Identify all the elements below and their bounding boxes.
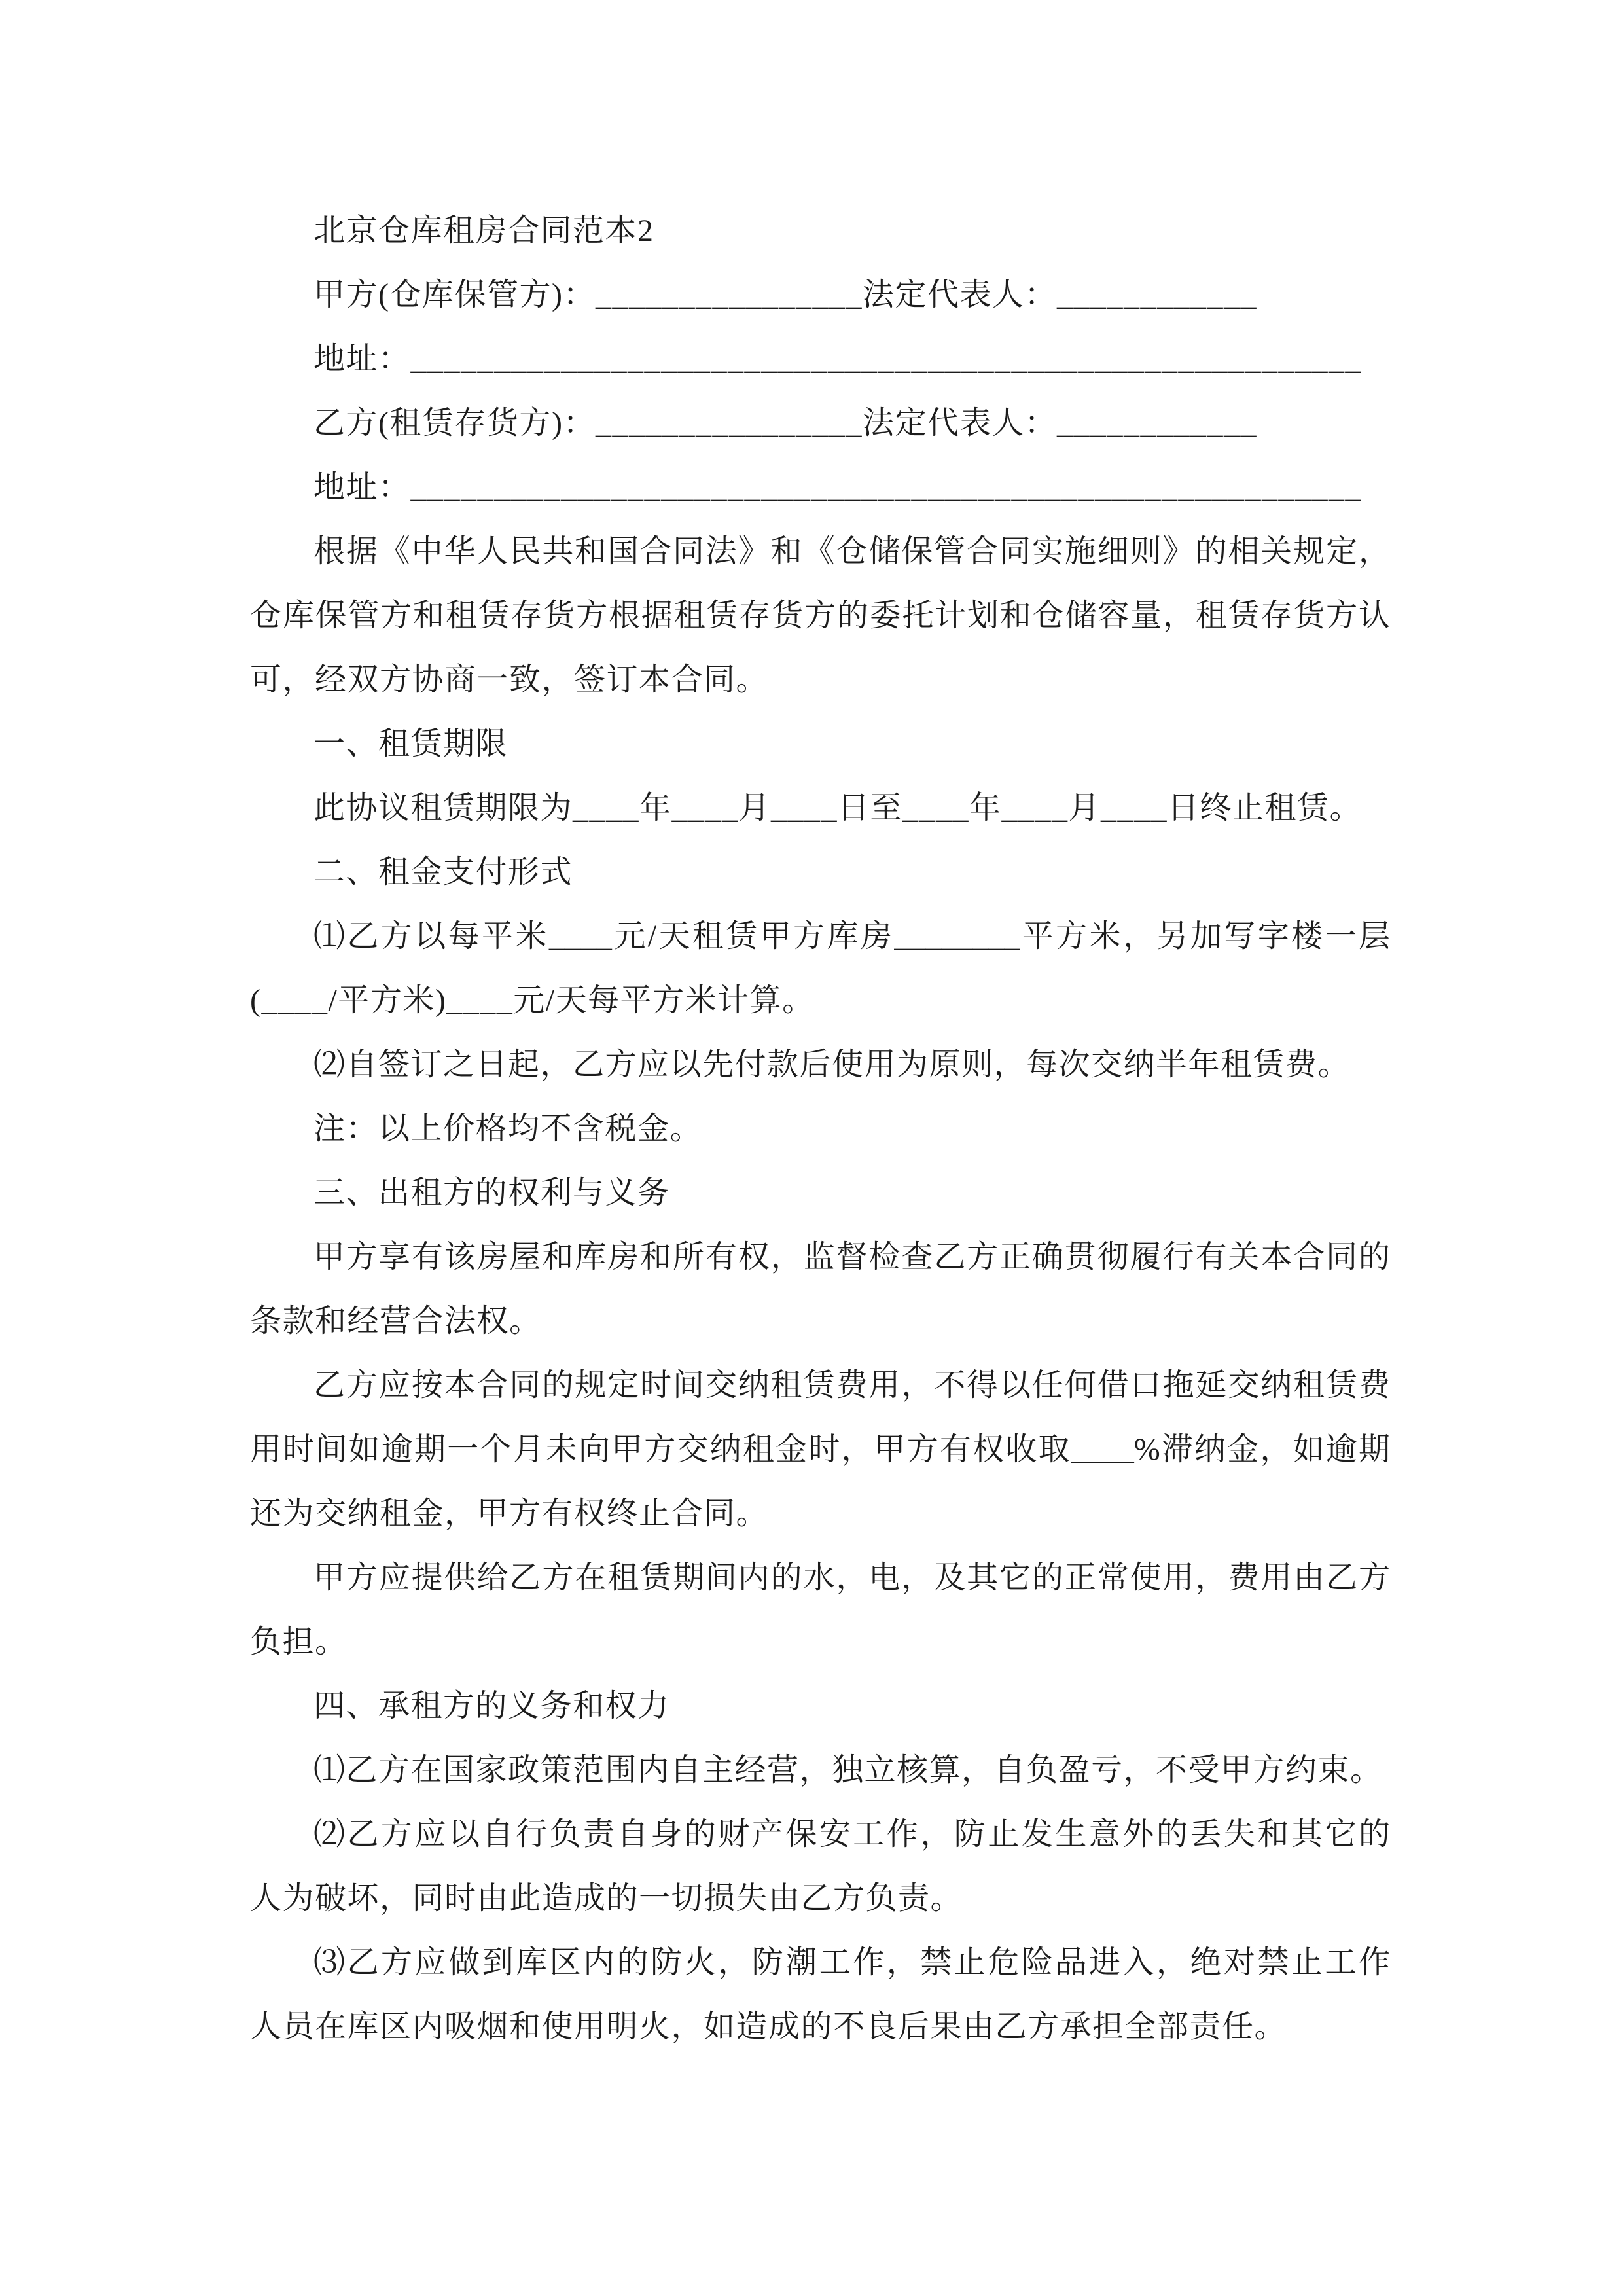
paragraph-line: 甲方享有该房屋和库房和所有权，监督检查乙方正确贯彻履行有关本合同的: [313, 1240, 1390, 1274]
paragraph-line: ⑵乙方应以自行负责自身的财产保安工作，防止发生意外的丢失和其它的: [313, 1817, 1390, 1852]
paragraph-line: 人员在库区内吸烟和使用明火，如造成的不良后果由乙方承担全部责任。: [250, 2009, 1287, 2044]
section-heading: 一、租赁期限: [313, 726, 508, 761]
section-lessee-duties: [250, 1674, 1390, 2059]
party-b-line: 乙方(租赁存货方)：________________法定代表人：____________: [313, 406, 1257, 440]
party-a-line: 甲方(仓库保管方)：________________法定代表人：____________: [313, 278, 1257, 312]
party-a-address: 地址：_________________________________________________________: [313, 342, 1363, 376]
paragraph-line: ⑴乙方在国家政策范围内自主经营，独立核算，自负盈亏，不受甲方约束。: [313, 1753, 1383, 1787]
paragraph-line: 仓库保管方和租赁存货方根据租赁存货方的委托计划和仓储容量，租赁存货方认: [250, 598, 1390, 633]
paragraph-line: 注：以上价格均不含税金。: [313, 1111, 703, 1146]
paragraph-line: 还为交纳租金，甲方有权终止合同。: [250, 1496, 769, 1531]
paragraph-line: ⑵自签订之日起，乙方应以先付款后使用为原则，每次交纳半年租赁费。: [313, 1047, 1351, 1082]
section-lease-term: [250, 712, 1390, 840]
section-heading: 四、承租方的义务和权力: [313, 1689, 670, 1723]
paragraph-line: 乙方应按本合同的规定时间交纳租赁费用，不得以任何借口拖延交纳租赁费: [313, 1368, 1390, 1403]
paragraph-line: 条款和经营合法权。: [250, 1304, 542, 1338]
section-heading: 三、出租方的权利与义务: [313, 1175, 670, 1210]
party-a-block: [250, 263, 1390, 391]
party-b-block: [250, 391, 1390, 520]
paragraph-line: 此协议租赁期限为____年____月____日至____年____月____日终止租赁。: [313, 791, 1363, 825]
section-heading: 二、租金支付形式: [313, 855, 573, 889]
party-b-address: 地址：_________________________________________________________: [313, 470, 1363, 505]
document-body: [250, 199, 1390, 2059]
paragraph-line: 根据《中华人民共和国合同法》和《仓储保管合同实施细则》的相关规定，: [313, 534, 1390, 569]
paragraph-line: 负担。: [250, 1624, 348, 1659]
section-lessor-rights: [250, 1161, 1390, 1674]
paragraph-line: (____/平方米)____元/天每平方米计算。: [250, 983, 815, 1018]
preamble-paragraph: [250, 520, 1390, 712]
paragraph-line: 可，经双方协商一致，签订本合同。: [250, 662, 769, 697]
paragraph-line: 人为破坏，同时由此造成的一切损失由乙方负责。: [250, 1881, 963, 1916]
section-rent-payment: [250, 840, 1390, 1161]
paragraph-line: 甲方应提供给乙方在租赁期间内的水，电，及其它的正常使用，费用由乙方: [313, 1560, 1390, 1595]
paragraph-line: ⑶乙方应做到库区内的防火，防潮工作，禁止危险品进入，绝对禁止工作: [313, 1945, 1390, 1980]
paragraph-line: ⑴乙方以每平米____元/天租赁甲方库房________平方米，另加写字楼一层: [313, 919, 1390, 954]
paragraph-line: 用时间如逾期一个月未向甲方交纳租金时，甲方有权收取____%滞纳金，如逾期: [250, 1432, 1390, 1467]
document-title: 北京仓库租房合同范本2: [313, 213, 654, 248]
